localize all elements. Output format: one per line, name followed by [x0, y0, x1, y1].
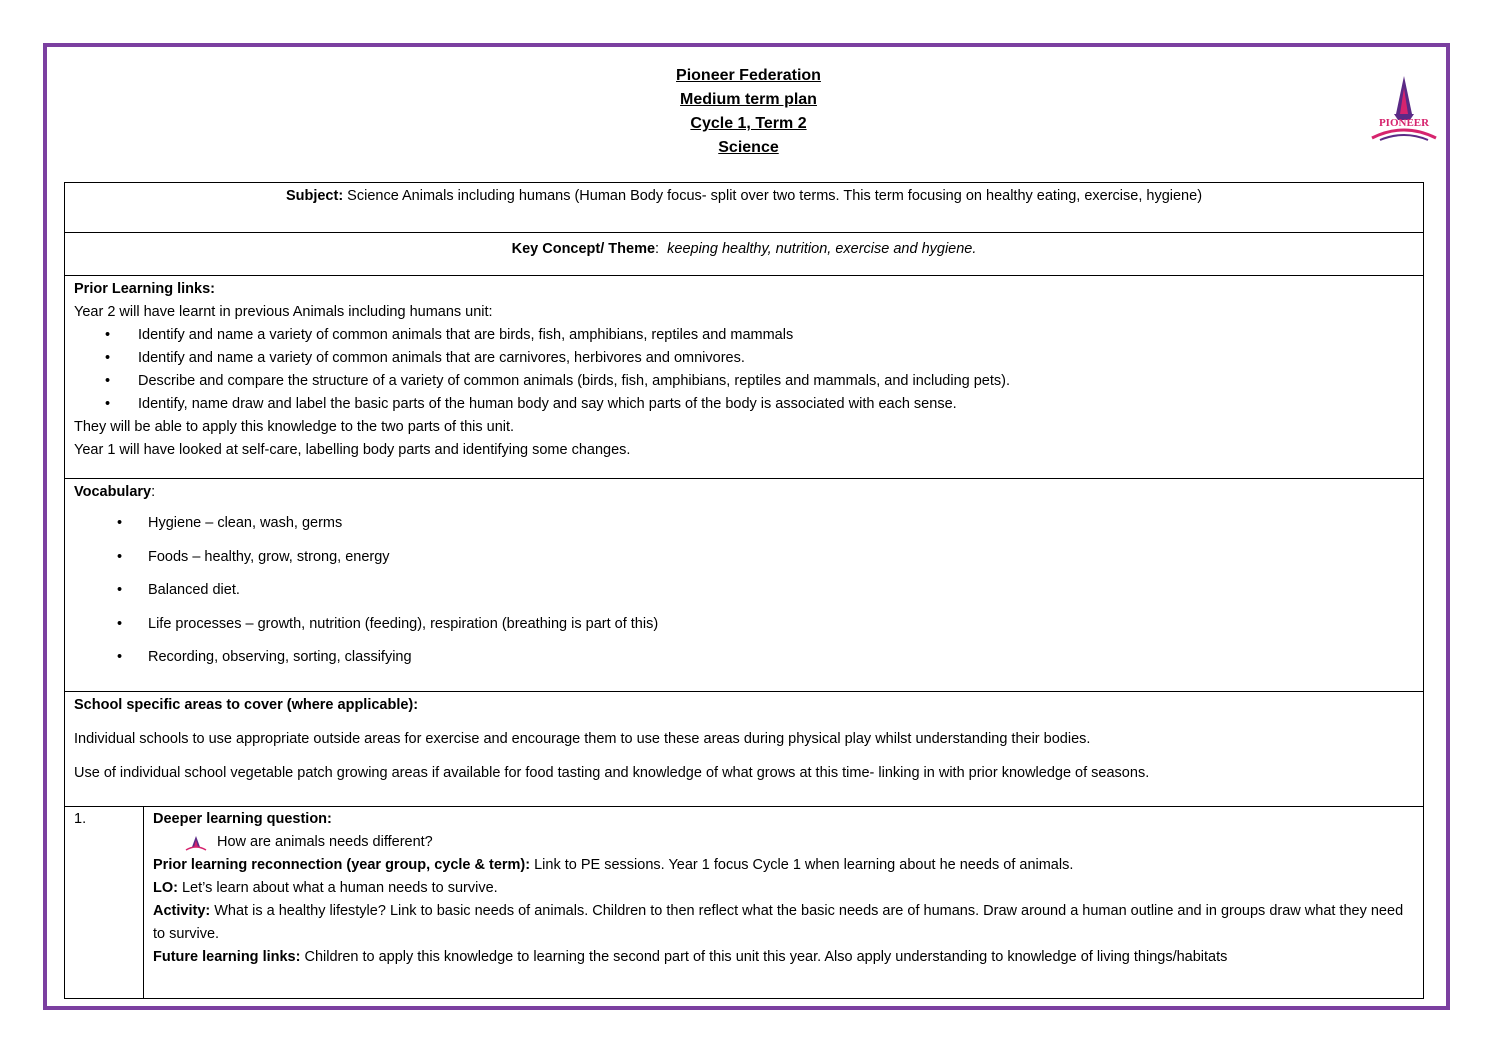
prior-learning-row — [65, 276, 1424, 479]
list-item: • Recording, observing, sorting, classifying — [148, 646, 1414, 669]
subject-label: Subject: — [285, 188, 344, 204]
subject-text: Science Animals including humans (Human Body focus- split over two terms. This term focusing on healthy eating, exercise, hygiene) — [343, 188, 1203, 204]
prior-learning-year1: Year 1 will have looked at self-care, labelling body parts and identifying some changes. — [74, 442, 631, 458]
school-specific-row — [65, 692, 1424, 807]
future-learning-text: Children to apply this knowledge to learning the second part of this unit this year. Also apply understanding to knowledge of living things/habitats — [300, 949, 1228, 965]
deeper-learning-label: Deeper learning question: — [153, 811, 332, 827]
vocabulary-colon: : — [151, 484, 156, 500]
prior-learning-intro: Year 2 will have learnt in previous Animals including humans unit: — [74, 304, 493, 320]
plan-type: Medium term plan — [680, 91, 817, 108]
activity-text: What is a healthy lifestyle? Link to basic needs of animals. Children to then reflect what the basic needs are of humans. Draw around a human outline and in groups draw what they need to survive. — [153, 903, 1404, 942]
cycle-term: Cycle 1, Term 2 — [690, 115, 807, 132]
deeper-learning-question — [153, 831, 1414, 854]
list-item: • Foods – healthy, grow, strong, energy — [148, 546, 1414, 569]
vocabulary-title: Vocabulary — [74, 484, 152, 500]
lo-label: LO: — [153, 880, 178, 896]
future-learning-label: Future learning links: — [153, 949, 301, 965]
vocabulary-list — [74, 512, 1414, 669]
vocabulary-row — [65, 479, 1424, 692]
org-name: Pioneer Federation — [676, 67, 821, 84]
document-heading — [0, 64, 1497, 160]
school-specific-para2: Use of individual school vegetable patch growing areas if available for food tasting and knowledge of what grows at this time- linking in with prior knowledge of seasons. — [74, 765, 1150, 781]
subject-row — [65, 183, 1424, 233]
school-specific-para1: Individual schools to use appropriate outside areas for exercise and encourage them to use these areas during physical play whilst understanding their bodies. — [74, 731, 1091, 747]
subject-title: Science — [718, 139, 779, 156]
list-item: • Identify and name a variety of common animals that are carnivores, herbivores and omnivores. — [138, 347, 1414, 370]
lesson-row — [65, 807, 1424, 999]
prior-reconnection-label: Prior learning reconnection (year group, cycle & term): — [153, 857, 531, 873]
prior-learning-title: Prior Learning links: — [74, 281, 215, 297]
school-specific-title: School specific areas to cover (where applicable): — [74, 697, 419, 713]
key-concept-row — [65, 233, 1424, 276]
deeper-learning-text: How are animals needs different? — [217, 834, 433, 850]
key-concept-label: Key Concept/ Theme — [511, 241, 656, 257]
key-concept-text: keeping healthy, nutrition, exercise and hygiene. — [667, 241, 977, 257]
key-concept-sep: : — [655, 241, 668, 257]
lo-text: Let’s learn about what a human needs to survive. — [177, 880, 498, 896]
pioneer-bullet-icon — [185, 835, 207, 851]
prior-learning-list — [74, 324, 1414, 416]
pioneer-logo-icon — [1366, 74, 1442, 142]
list-item: • Balanced diet. — [148, 579, 1414, 602]
list-item: • Life processes – growth, nutrition (feeding), respiration (breathing is part of this) — [148, 613, 1414, 636]
prior-learning-outro: They will be able to apply this knowledge to the two parts of this unit. — [74, 419, 515, 435]
lesson-number: 1. — [65, 807, 144, 999]
prior-reconnection-text: Link to PE sessions. Year 1 focus Cycle 1 when learning about he needs of animals. — [530, 857, 1074, 873]
list-item: • Identify, name draw and label the basic parts of the human body and say which parts of the body is associated with each sense. — [138, 393, 1414, 416]
activity-label: Activity: — [153, 903, 211, 919]
list-item: • Describe and compare the structure of a variety of common animals (birds, fish, amphibians, reptiles and mammals, and including pets). — [138, 370, 1414, 393]
plan-table — [64, 182, 1424, 999]
list-item: • Identify and name a variety of common animals that are birds, fish, amphibians, reptiles and mammals — [138, 324, 1414, 347]
list-item: • Hygiene – clean, wash, germs — [148, 512, 1414, 535]
logo-text: PIONEER — [1378, 117, 1430, 129]
